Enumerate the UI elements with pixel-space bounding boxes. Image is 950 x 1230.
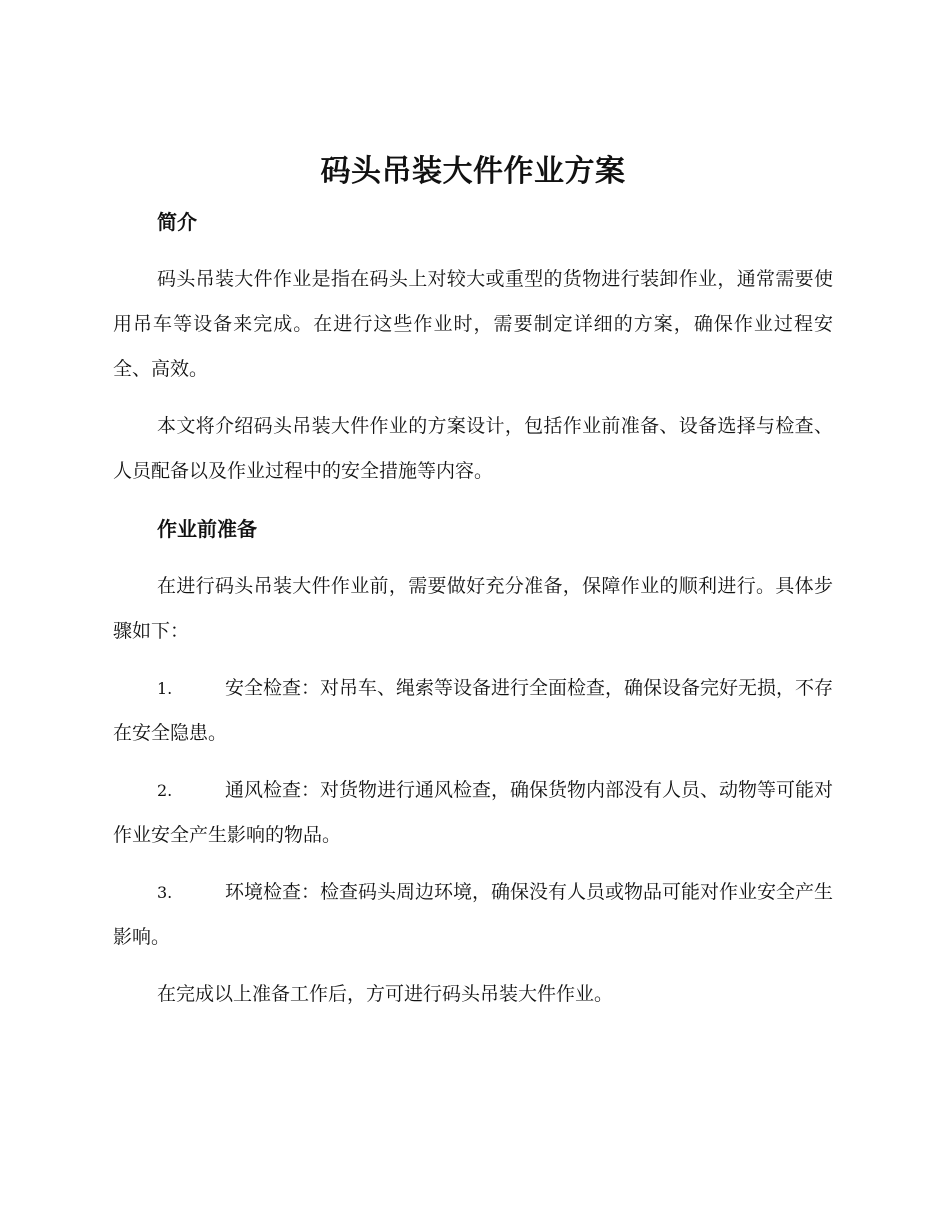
list-number: 3.	[157, 883, 173, 902]
preparation-intro-paragraph: 在进行码头吊装大件作业前，需要做好充分准备，保障作业的顺利进行。具体步骤如下：	[113, 575, 833, 642]
list-item-safety-check	[113, 666, 833, 756]
list-item-text: 安全检查：对吊车、绳索等设备进行全面检查，确保设备完好无损，不存在安全隐患。	[113, 677, 834, 744]
list-item-ventilation-check	[113, 768, 833, 858]
preparation-closing-paragraph: 在完成以上准备工作后，方可进行码头吊装大件作业。	[157, 983, 614, 1005]
list-number: 1.	[157, 679, 173, 698]
document-title: 码头吊装大件作业方案	[320, 154, 626, 189]
intro-paragraph-1: 码头吊装大件作业是指在码头上对较大或重型的货物进行装卸作业，通常需要使用吊车等设备来完成。在进行这些作业时，需要制定详细的方案，确保作业过程安全、高效。	[113, 268, 833, 380]
section-heading-intro: 简介	[157, 210, 197, 234]
list-number: 2.	[157, 781, 173, 800]
list-item-text: 环境检查：检查码头周边环境，确保没有人员或物品可能对作业安全产生影响。	[113, 881, 834, 948]
intro-paragraph-2: 本文将介绍码头吊装大件作业的方案设计，包括作业前准备、设备选择与检查、人员配备以及作业过程中的安全措施等内容。	[113, 415, 833, 482]
list-item-text: 通风检查：对货物进行通风检查，确保货物内部没有人员、动物等可能对作业安全产生影响的物品。	[113, 779, 834, 846]
list-item-environment-check	[113, 870, 833, 960]
section-heading-preparation: 作业前准备	[157, 517, 257, 541]
